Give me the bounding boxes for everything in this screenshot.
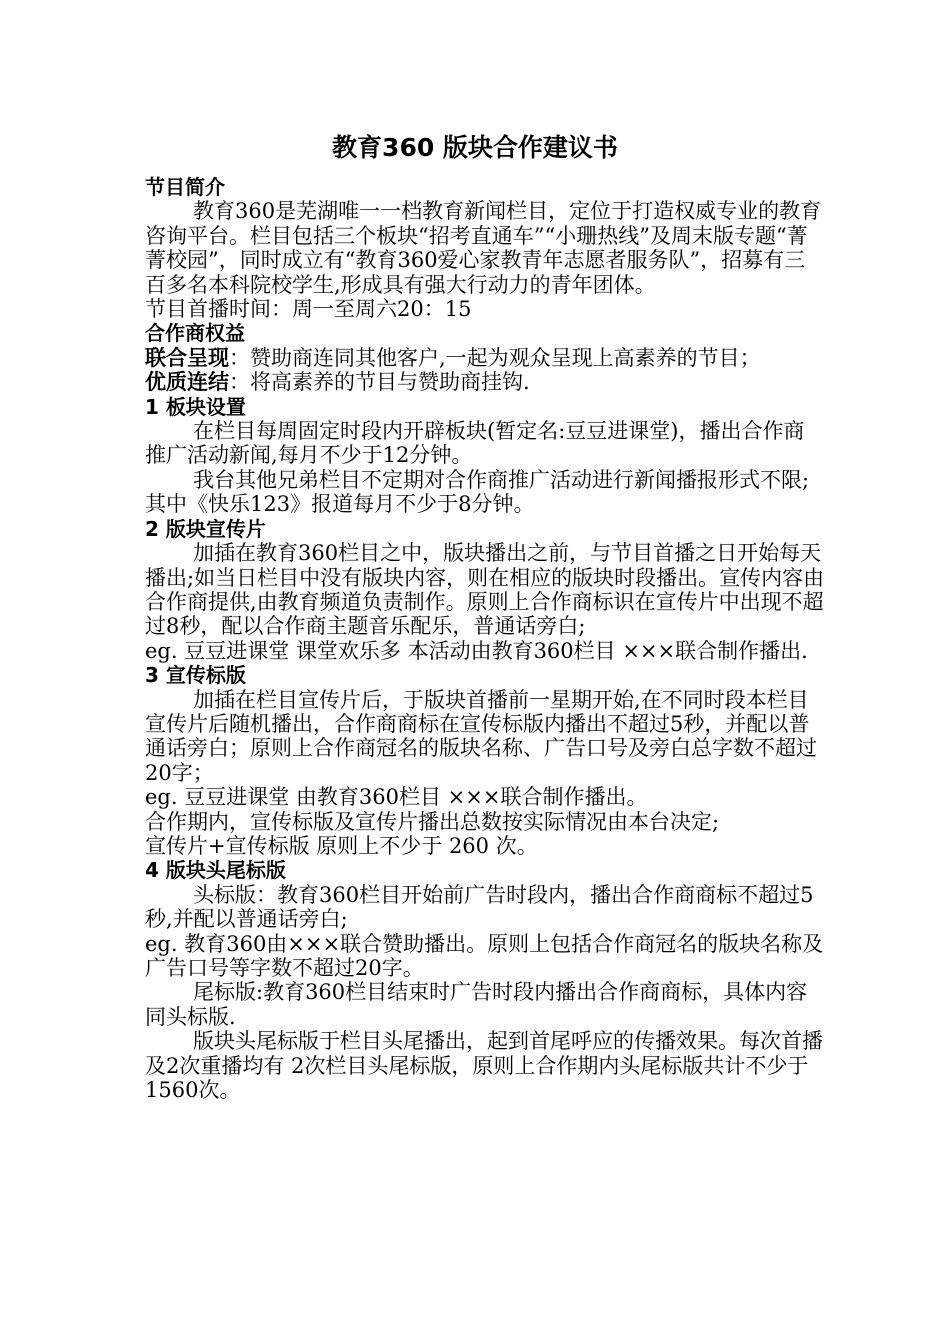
section-heading-4: 4 版块头尾标版: [145, 858, 286, 883]
section-4-paragraph-2: 尾标版:教育360栏目结束时广告时段内播出合作商商标，具体内容同头标版.: [145, 980, 808, 1029]
section-4-paragraph-3: 版块头尾标版于栏目头尾播出，起到首尾呼应的传播效果。每次首播及2次重播均有 2次栏目头尾标版，原则上合作期内头尾标版共计不少于1560次。: [145, 1029, 823, 1103]
section-3-paragraph-3: 宣传片+宣传标版 原则上不少于 260 次。: [145, 833, 538, 858]
section-2-paragraph-1: 加插在教育360栏目之中，版块播出之前，与节目首播之日开始每天播出;如当日栏目中没有版块内容，则在相应的版块时段播出。宣传内容由合作商提供,由教育频道负责制作。原则上合作商标识在宣传片中出现不超过8秒，配以合作商主题音乐配乐，普通话旁白;: [145, 541, 825, 639]
section-1-paragraph-2: 我台其他兄弟栏目不定期对合作商推广活动进行新闻播报形式不限;其中《快乐123》报道每月不少于8分钟。: [145, 467, 810, 517]
section-heading-intro: 节目简介: [145, 175, 225, 199]
section-3-paragraph-1: 加插在栏目宣传片后，于版块首播前一星期开始,在不同时段本栏目宣传片后随机播出，合作商商标在宣传标版内播出不超过5秒，并配以普通话旁白；原则上合作商冠名的版块名称、广告口号及旁白总字数不超过20字；: [145, 687, 817, 785]
section-4-paragraph-1: 头标版：教育360栏目开始前广告时段内，播出合作商商标不超过5秒,并配以普通话旁白;: [145, 882, 814, 932]
rights-item-joint: [145, 346, 825, 370]
section-heading-rights: 合作商权益: [145, 321, 245, 346]
section-heading-1: 1 板块设置: [145, 394, 246, 419]
section-3-example: eg. 豆豆进课堂 由教育360栏目 ×××联合制作播出。: [145, 785, 648, 810]
rights-item-joint-lead: 联合呈现: [145, 345, 229, 370]
rights-item-joint-text: ：赞助商连同其他客户,一起为观众呈现上高素养的节目；: [229, 345, 761, 370]
section-heading-3: 3 宣传标版: [145, 663, 246, 688]
document-body: [145, 175, 825, 1102]
section-3-paragraph-2: 合作期内，宣传标版及宣传片播出总数按实际情况由本台决定;: [145, 809, 720, 834]
section-heading-2: 2 版块宣传片: [145, 516, 266, 541]
document-title: 教育360 版块合作建议书: [332, 133, 618, 162]
section-2-example: eg. 豆豆进课堂 课堂欢乐多 本活动由教育360栏目 ×××联合制作播出.: [145, 638, 808, 663]
airtime-line: 节目首播时间：周一至周六20：15: [145, 297, 472, 322]
intro-paragraph: 教育360是芜湖唯一一档教育新闻栏目，定位于打造权威专业的教育咨询平台。栏目包括三个板块“招考直通车”“小珊热线”及周末版专题“菁菁校园”，同时成立有“教育360爱心家教青年志愿者服务队”，招募有三百多名本科院校学生,形成具有强大行动力的青年团体。: [145, 199, 822, 297]
section-1-paragraph-1: 在栏目每周固定时段内开辟板块(暂定名:豆豆进课堂)，播出合作商推广活动新闻,每月不少于12分钟。: [145, 419, 805, 468]
rights-item-link-lead: 优质连结: [145, 370, 229, 395]
section-4-example: eg. 教育360由×××联合赞助播出。原则上包括合作商冠名的版块名称及广告口号等字数不超过20字。: [145, 931, 824, 980]
rights-item-link-text: ：将高素养的节目与赞助商挂钩.: [229, 370, 530, 395]
rights-item-link: [145, 370, 825, 394]
